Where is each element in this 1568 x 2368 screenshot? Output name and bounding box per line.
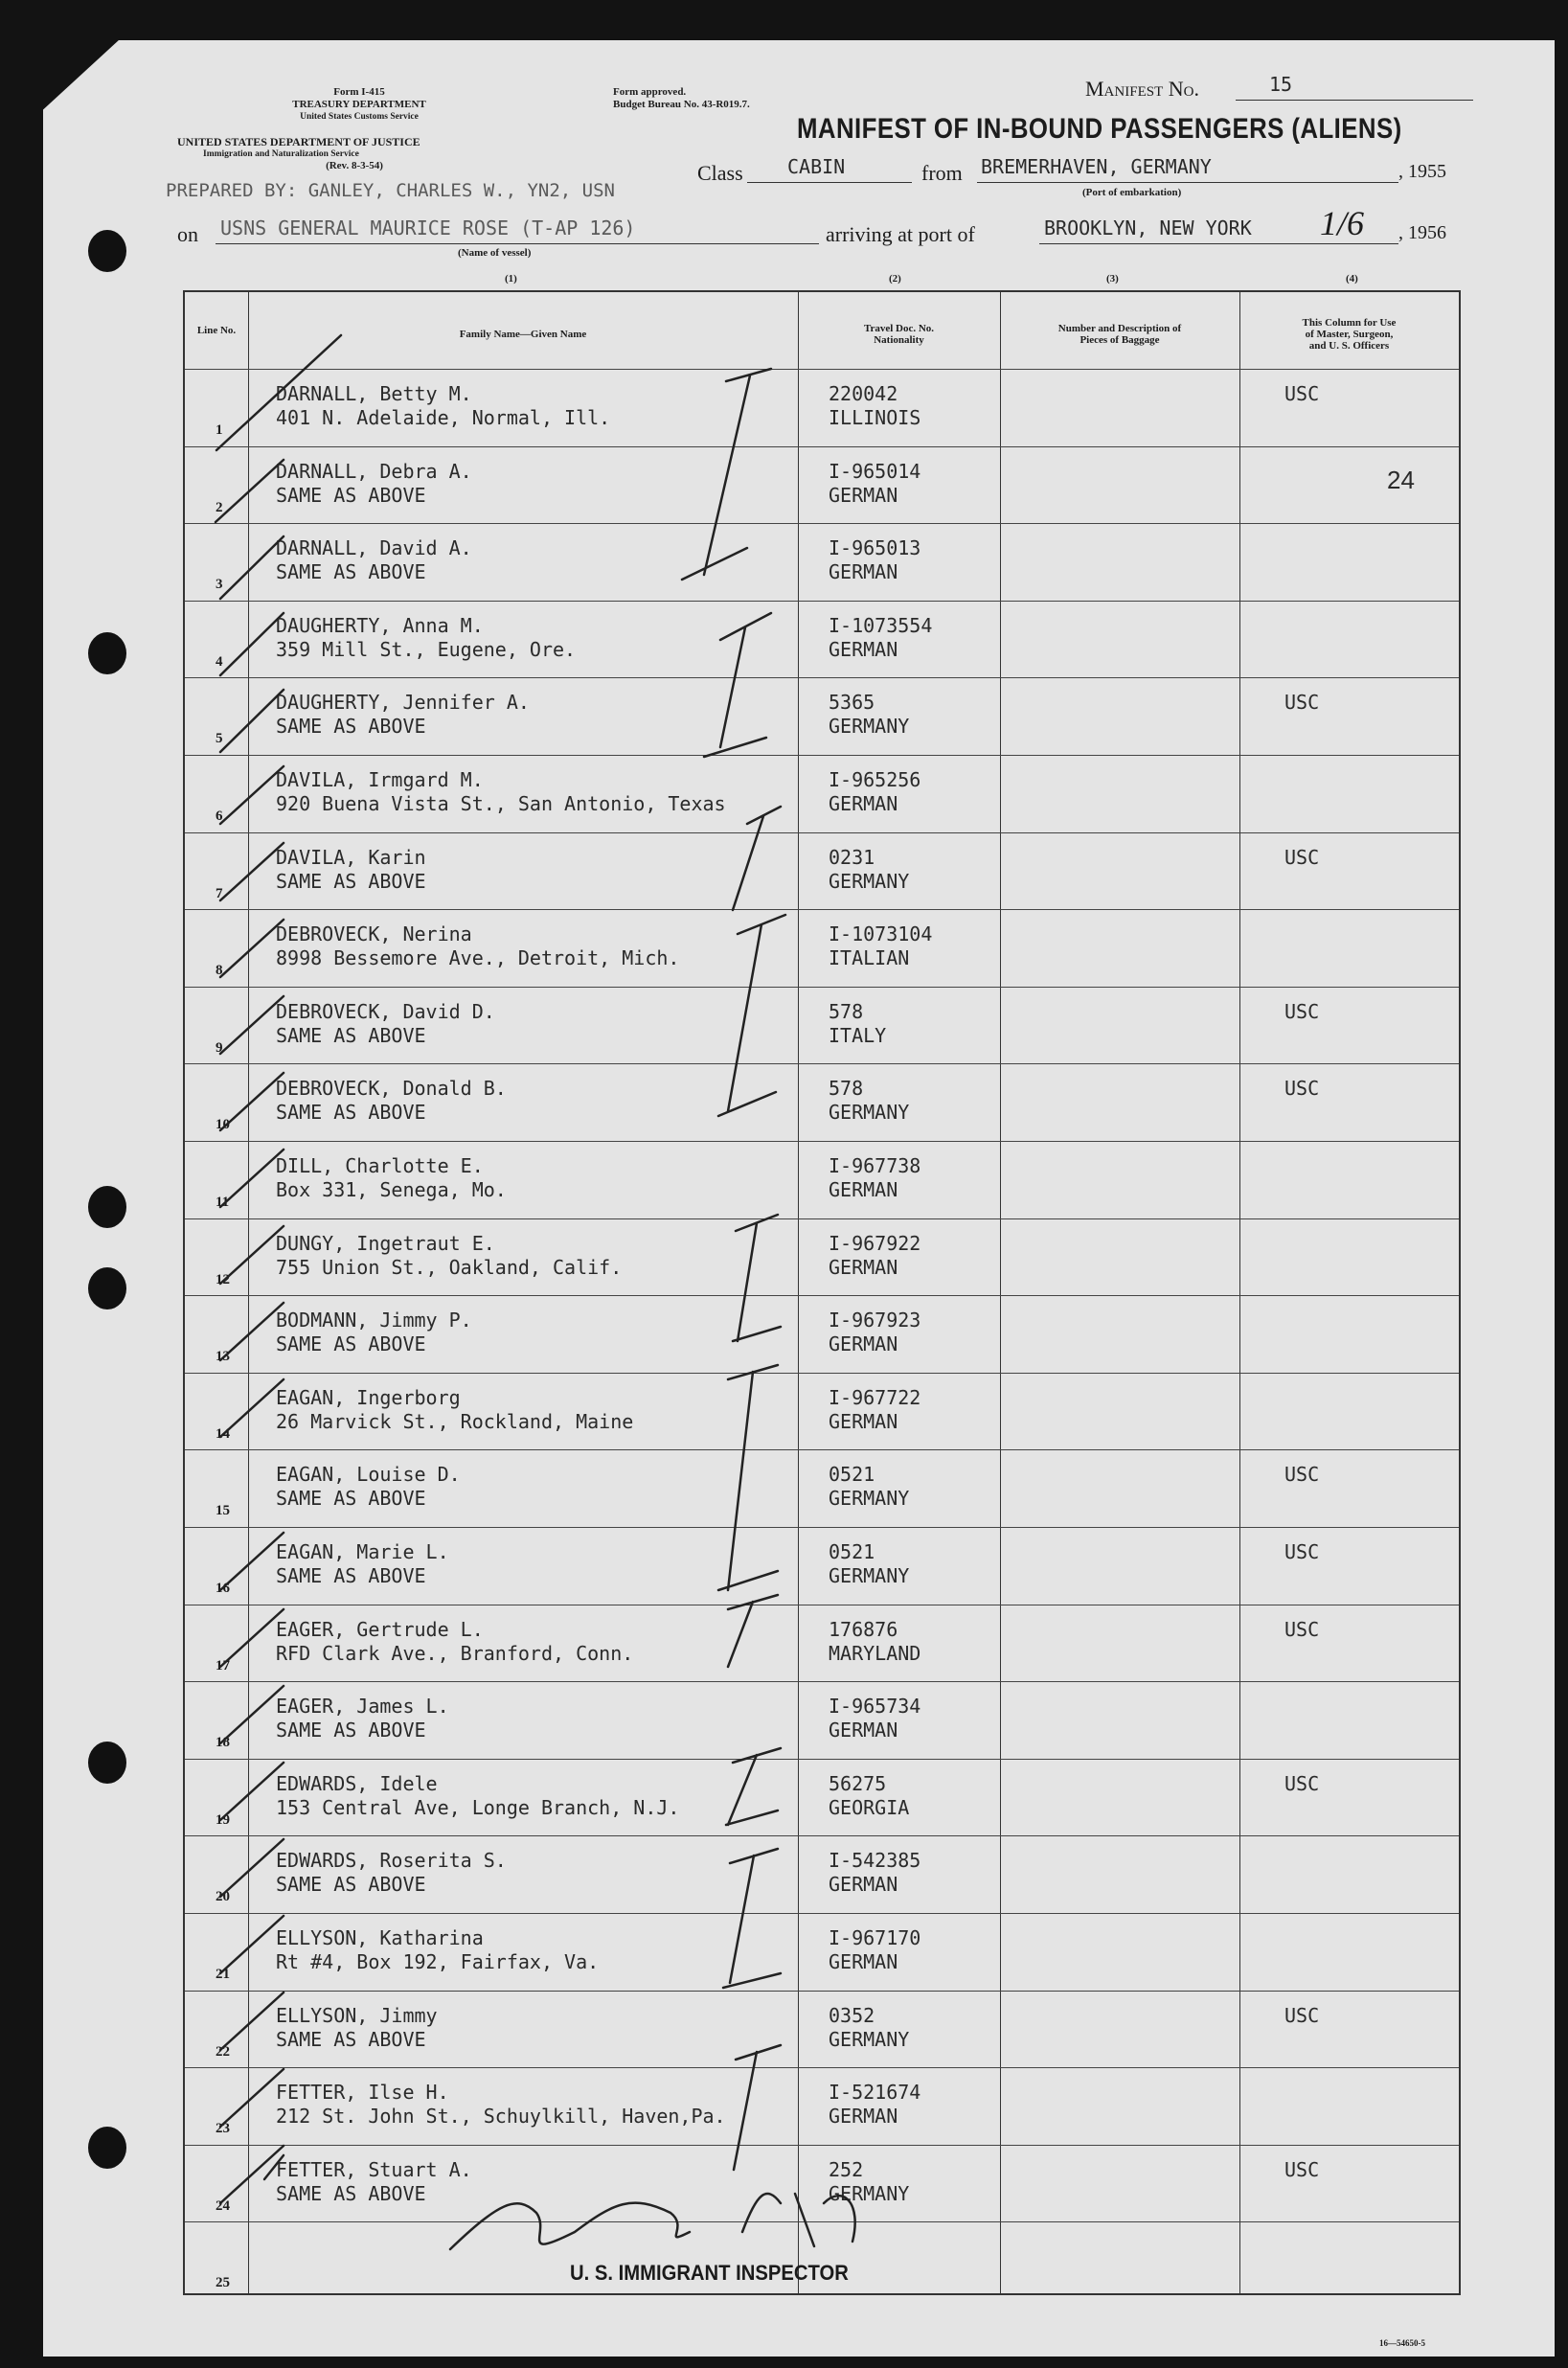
slash-mark <box>220 2146 284 2203</box>
passenger-address: SAME AS ABOVE <box>276 715 426 739</box>
slash-mark <box>220 766 284 824</box>
passenger-name: EAGAN, Louise D. <box>276 1463 461 1487</box>
passenger-name: DAVILA, Karin <box>276 845 426 869</box>
passenger-address: 920 Buena Vista St., San Antonio, Texas <box>276 792 726 815</box>
travel-doc-number: I-967923 <box>829 1309 921 1332</box>
passenger-name: EDWARDS, Roserita S. <box>276 1849 507 1873</box>
passenger-address: Rt #4, Box 192, Fairfax, Va. <box>276 1950 600 1973</box>
from-value: BREMERHAVEN, GERMANY <box>981 155 1212 178</box>
line-number: 15 <box>216 1503 230 1519</box>
passenger-name: DARNALL, David A. <box>276 536 472 560</box>
travel-doc-number: I-965014 <box>829 459 921 483</box>
passenger-address: SAME AS ABOVE <box>276 1873 426 1897</box>
officer-use-cell: USC <box>1284 2003 1320 2027</box>
slash-mark <box>220 536 284 599</box>
port-caption: (Port of embarkation) <box>1082 187 1182 198</box>
slash-mark <box>220 2069 284 2127</box>
travel-doc-number: I-967738 <box>829 1154 921 1177</box>
slash-mark <box>220 1379 284 1437</box>
passenger-address: SAME AS ABOVE <box>276 2027 426 2051</box>
check-mark <box>718 1365 778 1590</box>
officer-use-cell: USC <box>1284 999 1320 1023</box>
nationality: GERMAN <box>829 1255 898 1279</box>
passenger-address: SAME AS ABOVE <box>276 1487 426 1511</box>
nationality: GERMANY <box>829 715 910 739</box>
nationality: GERMAN <box>829 1332 898 1356</box>
arrival-port: BROOKLYN, NEW YORK <box>1044 216 1252 239</box>
passenger-address: SAME AS ABOVE <box>276 1564 426 1587</box>
passenger-name: ELLYSON, Katharina <box>276 1926 484 1949</box>
line-number: 6 <box>216 808 223 824</box>
nationality: GERMANY <box>829 2027 910 2051</box>
line-number: 24 <box>216 2197 230 2214</box>
line-number: 19 <box>216 1811 230 1828</box>
slash-mark <box>220 1763 284 1820</box>
nationality: ILLINOIS <box>829 406 921 429</box>
initials-scribble <box>742 2194 855 2246</box>
line-number: 14 <box>216 1425 230 1442</box>
slash-mark <box>220 1533 284 1590</box>
nationality: GERMAN <box>829 1873 898 1897</box>
passenger-address: SAME AS ABOVE <box>276 1719 426 1742</box>
revision: (Rev. 8-3-54) <box>326 160 383 171</box>
check-mark <box>718 915 785 1116</box>
arriving-label: arriving at port of <box>826 222 975 246</box>
officer-use-cell: USC <box>1284 382 1320 405</box>
col-travel-doc-label: Travel Doc. No. <box>863 323 935 334</box>
travel-doc-number: I-1073554 <box>829 613 933 637</box>
passenger-address: SAME AS ABOVE <box>276 1023 426 1047</box>
col-officers-label: and U. S. Officers <box>1308 340 1390 352</box>
manifest-label: Manifest No. <box>1085 77 1199 101</box>
travel-doc-number: I-965734 <box>829 1695 921 1719</box>
slash-mark <box>220 1916 284 1973</box>
check-mark <box>733 1215 781 1341</box>
passenger-name: DAVILA, Irmgard M. <box>276 768 484 791</box>
slash-mark <box>216 460 284 522</box>
nationality: GERMAN <box>829 483 898 507</box>
check-mark <box>733 807 781 910</box>
officer-use-cell: USC <box>1284 845 1320 869</box>
line-number: 21 <box>216 1967 230 1982</box>
slash-mark <box>220 1073 284 1130</box>
officer-use-cell: USC <box>1284 691 1320 715</box>
nationality: GERMAN <box>829 1178 898 1201</box>
officer-use-cell: USC <box>1284 1077 1320 1101</box>
passenger-name: FETTER, Stuart A. <box>276 2157 472 2181</box>
col-number: (2) <box>889 273 901 285</box>
travel-doc-number: I-1073104 <box>829 922 933 946</box>
travel-doc-number: 252 <box>829 2157 864 2181</box>
line-number: 17 <box>216 1657 230 1674</box>
dept-line: Immigration and Naturalization Service <box>203 149 359 159</box>
slash-mark <box>220 1686 284 1743</box>
on-label: on <box>177 222 198 246</box>
officer-use-cell: USC <box>1284 1540 1320 1563</box>
passenger-name: DUNGY, Ingetraut E. <box>276 1231 495 1255</box>
passenger-address: 8998 Bessemore Ave., Detroit, Mich. <box>276 946 680 970</box>
nationality: GERMAN <box>829 1950 898 1973</box>
passenger-name: DAUGHERTY, Jennifer A. <box>276 691 530 715</box>
passenger-name: DEBROVECK, David D. <box>276 999 495 1023</box>
slash-mark <box>220 1992 284 2050</box>
travel-doc-number: I-965256 <box>829 768 921 791</box>
check-mark <box>728 1595 778 1667</box>
nationality: GERMANY <box>829 1487 910 1511</box>
line-number: 23 <box>216 2121 230 2137</box>
nationality: ITALIAN <box>829 946 910 970</box>
line-number: 12 <box>216 1271 230 1287</box>
slash-mark <box>216 335 341 450</box>
passenger-address: SAME AS ABOVE <box>276 1332 426 1356</box>
line-number: 5 <box>216 731 223 747</box>
nationality: GERMAN <box>829 2105 898 2129</box>
passenger-address: 359 Mill St., Eugene, Ore. <box>276 637 577 661</box>
travel-doc-number: 578 <box>829 999 864 1023</box>
passenger-address: SAME AS ABOVE <box>276 483 426 507</box>
col-number: (3) <box>1106 273 1119 285</box>
travel-doc-number: I-521674 <box>829 2081 921 2105</box>
passenger-name: DEBROVECK, Nerina <box>276 922 472 946</box>
passenger-address: Box 331, Senega, Mo. <box>276 1178 507 1201</box>
year-embark: , 1955 <box>1398 161 1446 182</box>
nationality: GERMANY <box>829 1101 910 1125</box>
line-number: 9 <box>216 1039 223 1056</box>
nationality: GERMAN <box>829 560 898 584</box>
slash-mark <box>264 2155 284 2179</box>
approval-line: Form approved. <box>613 86 687 98</box>
passenger-name: EAGAN, Ingerborg <box>276 1385 461 1409</box>
passenger-name: EDWARDS, Idele <box>276 1771 438 1795</box>
line-number: 3 <box>216 577 223 593</box>
line-number: 22 <box>216 2043 230 2060</box>
col-officers-label: of Master, Surgeon, <box>1305 329 1394 340</box>
passenger-name: DILL, Charlotte E. <box>276 1154 484 1177</box>
travel-doc-number: I-967170 <box>829 1926 921 1949</box>
travel-doc-number: I-967922 <box>829 1231 921 1255</box>
prepared-by: PREPARED BY: GANLEY, CHARLES W., YN2, USN <box>166 180 615 201</box>
nationality: ITALY <box>829 1023 887 1047</box>
slash-mark <box>220 1303 284 1360</box>
passenger-address: 212 St. John St., Schuylkill, Haven,Pa. <box>276 2105 726 2129</box>
nationality: GEORGIA <box>829 1795 910 1819</box>
arrival-date: 1/6 <box>1320 204 1365 242</box>
travel-doc-number: I-967722 <box>829 1385 921 1409</box>
passenger-name: EAGER, James L. <box>276 1695 449 1719</box>
passenger-address: SAME AS ABOVE <box>276 1101 426 1125</box>
slash-mark <box>220 613 284 675</box>
nationality: GERMANY <box>829 2181 910 2205</box>
line-number: 16 <box>216 1581 230 1596</box>
approval-line: Budget Bureau No. 43-R019.7. <box>613 99 750 110</box>
officer-use-cell: USC <box>1284 1771 1320 1795</box>
vessel-caption: (Name of vessel) <box>458 247 532 259</box>
passenger-name: DAUGHERTY, Anna M. <box>276 613 484 637</box>
officer-use-cell: 24 <box>1387 465 1415 494</box>
col-line-no-label: Line No. <box>196 325 237 336</box>
travel-doc-number: 0352 <box>829 2003 875 2027</box>
class-value: CABIN <box>787 155 846 178</box>
line-number: 25 <box>216 2275 230 2291</box>
check-mark <box>734 2045 781 2170</box>
line-number: 20 <box>216 1889 230 1905</box>
col-officers-label: This Column for Use <box>1302 317 1397 329</box>
slash-mark <box>220 1609 284 1667</box>
col-baggage-label: Pieces of Baggage <box>1079 334 1160 346</box>
slash-mark <box>220 996 284 1054</box>
line-number: 10 <box>216 1117 230 1133</box>
inspector-stamp: U. S. IMMIGRANT INSPECTOR <box>570 2261 849 2285</box>
travel-doc-number: 5365 <box>829 691 875 715</box>
travel-doc-number: 220042 <box>829 382 898 405</box>
passenger-address: 755 Union St., Oakland, Calif. <box>276 1255 623 1279</box>
passenger-address: RFD Clark Ave., Branford, Conn. <box>276 1641 634 1665</box>
nationality: GERMANY <box>829 869 910 893</box>
nationality: GERMAN <box>829 792 898 815</box>
check-mark <box>723 1849 781 1988</box>
dept-line: TREASURY DEPARTMENT <box>292 99 426 110</box>
nationality: GERMANY <box>829 1564 910 1587</box>
check-mark <box>682 369 771 580</box>
passenger-address: 401 N. Adelaide, Normal, Ill. <box>276 406 611 429</box>
nationality: GERMAN <box>829 637 898 661</box>
travel-doc-number: I-542385 <box>829 1849 921 1873</box>
slash-mark <box>220 690 284 752</box>
passenger-name: EAGER, Gertrude L. <box>276 1617 484 1641</box>
vessel-name: USNS GENERAL MAURICE ROSE (T-AP 126) <box>220 216 636 239</box>
line-number: 13 <box>216 1349 230 1365</box>
travel-doc-number: 0231 <box>829 845 875 869</box>
line-number: 2 <box>216 499 223 515</box>
dept-line: United States Customs Service <box>300 112 419 122</box>
class-label: Class <box>697 161 743 185</box>
officer-use-cell: USC <box>1284 1463 1320 1487</box>
line-number: 18 <box>216 1735 230 1751</box>
travel-doc-number: 0521 <box>829 1540 875 1563</box>
line-number: 1 <box>216 422 223 438</box>
passenger-address: SAME AS ABOVE <box>276 869 426 893</box>
check-mark <box>726 1748 781 1825</box>
passenger-name: DEBROVECK, Donald B. <box>276 1077 507 1101</box>
slash-mark <box>220 1150 284 1207</box>
dept-line: UNITED STATES DEPARTMENT OF JUSTICE <box>177 135 420 148</box>
manifest-number: 15 <box>1269 73 1293 96</box>
officer-use-cell: USC <box>1284 2157 1320 2181</box>
line-number: 4 <box>216 653 223 670</box>
travel-doc-number: 0521 <box>829 1463 875 1487</box>
nationality: MARYLAND <box>829 1641 921 1665</box>
nationality: GERMAN <box>829 1719 898 1742</box>
passenger-name: EAGAN, Marie L. <box>276 1540 449 1563</box>
slash-mark <box>220 1839 284 1897</box>
line-number: 11 <box>216 1195 230 1210</box>
col-baggage-label: Number and Description of <box>1057 323 1182 334</box>
signature-scribble <box>450 2203 690 2249</box>
col-name-label: Family Name—Given Name <box>459 329 587 340</box>
from-label: from <box>921 161 963 185</box>
passenger-name: DARNALL, Debra A. <box>276 459 472 483</box>
passenger-address: SAME AS ABOVE <box>276 2181 426 2205</box>
slash-mark <box>220 843 284 900</box>
nationality: GERMAN <box>829 1409 898 1433</box>
col-nationality-label: Nationality <box>874 334 924 346</box>
page-title: MANIFEST OF IN-BOUND PASSENGERS (ALIENS) <box>797 113 1402 145</box>
slash-mark <box>220 920 284 977</box>
travel-doc-number: 56275 <box>829 1771 887 1795</box>
col-number: (4) <box>1346 273 1358 285</box>
travel-doc-number: 176876 <box>829 1617 898 1641</box>
passenger-name: FETTER, Ilse H. <box>276 2081 449 2105</box>
line-number: 8 <box>216 963 223 979</box>
form-code: 16—54650-5 <box>1379 2338 1425 2348</box>
passenger-name: ELLYSON, Jimmy <box>276 2003 438 2027</box>
year-arrival: , 1956 <box>1398 222 1446 243</box>
col-number: (1) <box>505 273 517 285</box>
slash-mark <box>220 1226 284 1284</box>
travel-doc-number: I-965013 <box>829 536 921 560</box>
travel-doc-number: 578 <box>829 1077 864 1101</box>
passenger-address: 153 Central Ave, Longe Branch, N.J. <box>276 1795 680 1819</box>
passenger-address: SAME AS ABOVE <box>276 560 426 584</box>
passenger-name: BODMANN, Jimmy P. <box>276 1309 472 1332</box>
check-mark <box>704 613 771 757</box>
form-id: Form I-415 <box>333 86 385 98</box>
passenger-address: 26 Marvick St., Rockland, Maine <box>276 1409 634 1433</box>
passenger-name: DARNALL, Betty M. <box>276 382 472 405</box>
officer-use-cell: USC <box>1284 1617 1320 1641</box>
line-number: 7 <box>216 885 223 901</box>
